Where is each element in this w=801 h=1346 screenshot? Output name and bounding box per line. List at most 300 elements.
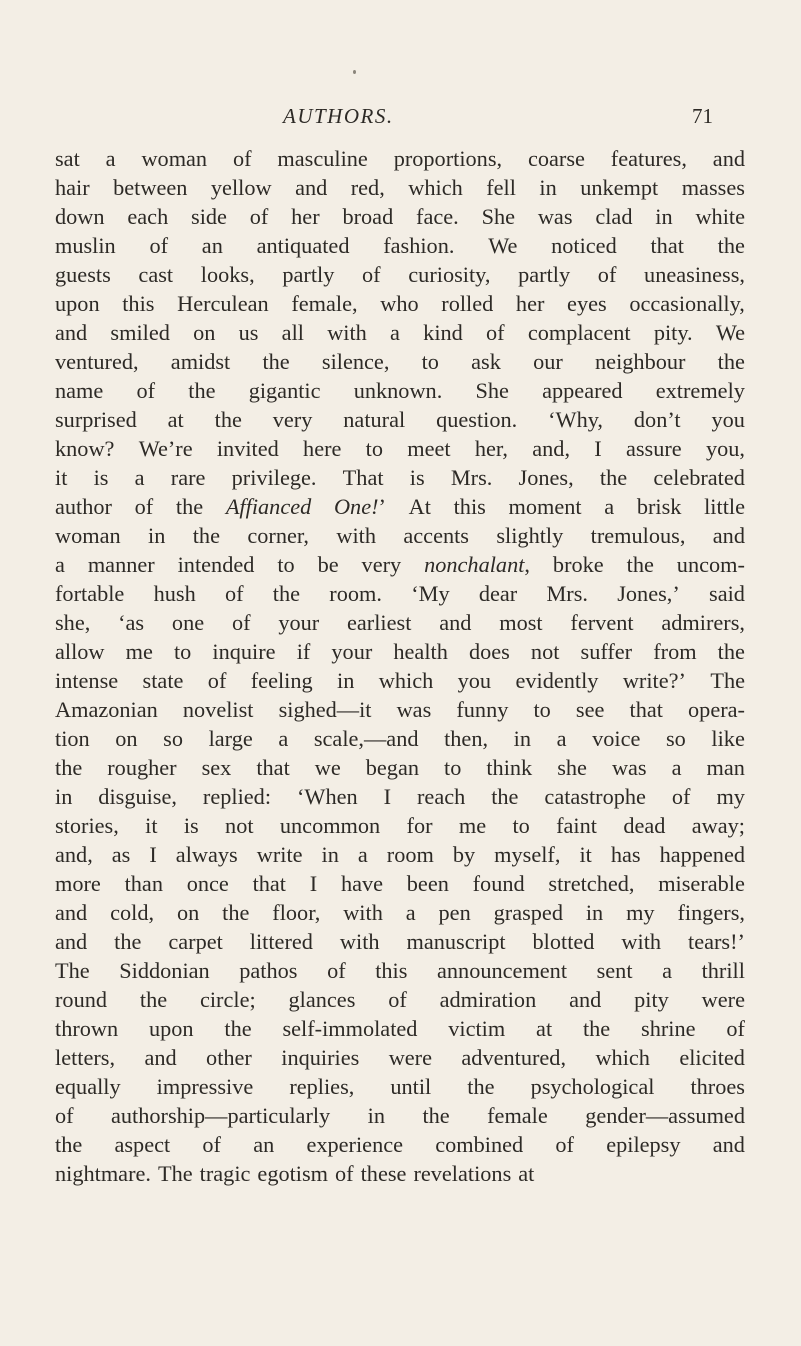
word: tragic: [199, 1161, 251, 1186]
word: that: [252, 871, 286, 896]
word: of: [232, 146, 252, 171]
word: The: [55, 958, 90, 983]
word: Mrs.: [450, 465, 493, 490]
word: not: [530, 639, 560, 664]
word: shrine: [641, 1016, 696, 1041]
word: face.: [416, 204, 459, 229]
word: blotted: [532, 929, 595, 954]
text-line: [55, 318, 745, 347]
word: very: [361, 552, 402, 577]
word: once: [186, 871, 229, 896]
word: female: [487, 1103, 548, 1128]
word: ‘Why,: [548, 407, 604, 432]
word: the: [55, 1132, 83, 1157]
word: fashion.: [383, 233, 455, 258]
word: in: [55, 784, 73, 809]
word: eyes: [567, 291, 607, 316]
word: of: [134, 494, 154, 519]
word: silence,: [321, 349, 390, 374]
word: were: [701, 987, 745, 1012]
word: each: [127, 204, 169, 229]
word: which: [378, 668, 434, 693]
word: announcement: [437, 958, 568, 983]
word: on: [176, 900, 200, 925]
word: that: [256, 755, 290, 780]
word: funny: [456, 697, 509, 722]
word: of: [149, 233, 169, 258]
text-line: [55, 898, 745, 927]
word: pathos: [239, 958, 298, 983]
word: a: [671, 755, 682, 780]
word: know?: [55, 436, 115, 461]
word: uncom-: [676, 552, 745, 577]
word: She: [475, 378, 509, 403]
word: said: [709, 581, 745, 606]
word: of: [231, 610, 251, 635]
word: with: [621, 929, 662, 954]
word: the: [262, 349, 290, 374]
text-line: [55, 608, 745, 637]
word: and: [55, 320, 88, 345]
word: her: [291, 204, 320, 229]
text-line: [55, 724, 745, 753]
word: scale,—and: [313, 726, 419, 751]
word: invited: [216, 436, 279, 461]
word: like: [711, 726, 745, 751]
word: is: [183, 813, 199, 838]
ink-speck: [353, 70, 356, 74]
word: uncommon: [279, 813, 381, 838]
word: That: [342, 465, 384, 490]
word: down: [55, 204, 105, 229]
word: cold,: [110, 900, 155, 925]
word: Affianced: [225, 494, 312, 519]
word: with: [327, 320, 367, 345]
word: and: [712, 523, 745, 548]
word: very: [272, 407, 313, 432]
word: does: [468, 639, 510, 664]
word: victim: [448, 1016, 506, 1041]
word: you: [711, 407, 745, 432]
word: in: [148, 523, 166, 548]
word: and,: [55, 842, 93, 867]
word: to: [173, 639, 192, 664]
word: at: [167, 407, 184, 432]
word: the: [717, 349, 745, 374]
word: me: [458, 813, 487, 838]
word: ‘as: [118, 610, 145, 635]
word: gigantic: [248, 378, 321, 403]
word: us: [238, 320, 259, 345]
text-line: [55, 753, 745, 782]
word: and: [569, 987, 602, 1012]
word: name: [55, 378, 104, 403]
word: The: [157, 1161, 193, 1186]
word: it: [145, 813, 158, 838]
word: unkempt: [580, 175, 659, 200]
word: all: [281, 320, 304, 345]
word: in: [367, 1103, 385, 1128]
word: equally: [55, 1074, 121, 1099]
word: than: [124, 871, 163, 896]
word: appeared: [542, 378, 623, 403]
word: faint: [556, 813, 597, 838]
word: thrill: [701, 958, 745, 983]
word: of: [388, 987, 407, 1012]
word: miserable: [658, 871, 745, 896]
word: were: [388, 1045, 433, 1070]
word: in: [585, 900, 604, 925]
word: the: [175, 494, 204, 519]
word: a: [604, 494, 615, 519]
word: I: [149, 842, 157, 867]
word: and,: [532, 436, 571, 461]
word: found: [472, 871, 525, 896]
word: One!’: [333, 494, 386, 519]
word: neighbour: [595, 349, 686, 374]
word: masculine: [277, 146, 368, 171]
word: the: [222, 900, 250, 925]
text-line: [55, 695, 745, 724]
word: sex: [201, 755, 232, 780]
word: suffer: [580, 639, 633, 664]
word: a: [662, 958, 673, 983]
word: broke: [552, 552, 604, 577]
word: is: [93, 465, 109, 490]
text-line: [55, 637, 745, 666]
word: is: [409, 465, 425, 490]
word: dear: [478, 581, 518, 606]
word: don’t: [633, 407, 681, 432]
word: man: [706, 755, 745, 780]
word: of: [362, 262, 381, 287]
text-line: [55, 985, 745, 1014]
word: At: [408, 494, 431, 519]
word: with: [339, 929, 380, 954]
word: not: [225, 813, 254, 838]
word: antiquated: [256, 233, 350, 258]
word: if: [296, 639, 311, 664]
word: at: [518, 1161, 535, 1186]
word: the: [114, 929, 142, 954]
word: of: [224, 581, 244, 606]
word: the: [467, 1074, 495, 1099]
word: our: [533, 349, 563, 374]
word: the: [491, 784, 519, 809]
word: cast: [138, 262, 174, 287]
word: was: [396, 697, 432, 722]
word: a: [390, 320, 400, 345]
word: this: [375, 958, 408, 983]
word: intended: [177, 552, 255, 577]
word: who: [380, 291, 419, 316]
word: to: [444, 755, 462, 780]
word: tion: [55, 726, 90, 751]
word: corner,: [247, 523, 309, 548]
text-line: [55, 1072, 745, 1101]
text-line: [55, 231, 745, 260]
text-line: [55, 202, 745, 231]
word: inquiries: [281, 1045, 360, 1070]
word: partly: [282, 262, 335, 287]
word: large: [208, 726, 253, 751]
word: my: [626, 900, 655, 925]
word: psychological: [530, 1074, 655, 1099]
body-text: [55, 144, 745, 1188]
word: the: [188, 378, 216, 403]
word: glances: [288, 987, 356, 1012]
word: female,: [291, 291, 358, 316]
word: earliest: [347, 610, 412, 635]
text-line: [55, 434, 745, 463]
word: in: [337, 668, 355, 693]
word: She: [481, 204, 516, 229]
word: side: [191, 204, 227, 229]
word: circle;: [199, 987, 256, 1012]
word: fortable: [55, 581, 125, 606]
word: assure: [625, 436, 682, 461]
word: woman: [141, 146, 208, 171]
text-line: [55, 1130, 745, 1159]
word: the: [192, 523, 220, 548]
word: the: [272, 581, 301, 606]
word: stretched,: [548, 871, 635, 896]
word: occasionally,: [629, 291, 745, 316]
word: floor,: [272, 900, 321, 925]
word: have: [340, 871, 384, 896]
word: We: [715, 320, 745, 345]
word: rare: [170, 465, 206, 490]
word: she: [557, 755, 587, 780]
word: replies,: [289, 1074, 355, 1099]
word: a: [278, 726, 289, 751]
word: revelations: [413, 1161, 512, 1186]
word: celebrated: [653, 465, 745, 490]
word: evidently: [515, 668, 599, 693]
word: an: [253, 1132, 275, 1157]
word: replied:: [202, 784, 272, 809]
word: in: [321, 842, 339, 867]
word: with: [343, 900, 383, 925]
word: a: [134, 465, 145, 490]
word: on: [115, 726, 138, 751]
word: the: [422, 1103, 450, 1128]
word: so: [163, 726, 183, 751]
word: more: [55, 871, 101, 896]
word: so: [665, 726, 686, 751]
word: to: [277, 552, 295, 577]
word: noticed: [551, 233, 617, 258]
word: to: [421, 349, 439, 374]
word: you,: [705, 436, 745, 461]
word: of: [671, 784, 691, 809]
word: Mrs.: [546, 581, 588, 606]
word: one: [171, 610, 205, 635]
word: it: [579, 842, 592, 867]
word: features,: [610, 146, 687, 171]
word: letters,: [55, 1045, 116, 1070]
word: hush: [153, 581, 196, 606]
word: the: [626, 552, 654, 577]
word: extremely: [655, 378, 745, 403]
word: masses: [681, 175, 745, 200]
word: gender—assumed: [585, 1103, 745, 1128]
word: We: [488, 233, 518, 258]
word: partly: [518, 262, 571, 287]
word: and: [144, 1045, 177, 1070]
word: room.: [329, 581, 382, 606]
word: rougher: [107, 755, 177, 780]
word: of: [555, 1132, 574, 1157]
word: think: [486, 755, 533, 780]
word: admiration: [439, 987, 537, 1012]
word: of: [202, 1132, 221, 1157]
word: amidst: [170, 349, 231, 374]
word: grasped: [493, 900, 563, 925]
word: ventured,: [55, 349, 139, 374]
word: egotism: [257, 1161, 329, 1186]
word: your: [331, 639, 373, 664]
word: adventured,: [461, 1045, 567, 1070]
text-line: [55, 1159, 745, 1188]
word: catastrophe: [544, 784, 646, 809]
word: this: [122, 291, 155, 316]
word: clad: [595, 204, 633, 229]
text-line: [55, 550, 745, 579]
word: has: [610, 842, 641, 867]
word: and: [55, 929, 88, 954]
text-line: [55, 927, 745, 956]
word: you: [457, 668, 492, 693]
word: tremulous,: [590, 523, 686, 548]
word: sighed—it: [278, 697, 372, 722]
word: we: [314, 755, 341, 780]
word: I: [594, 436, 602, 461]
word: accents: [403, 523, 469, 548]
word: proportions,: [393, 146, 503, 171]
page-header: [0, 104, 801, 134]
word: Amazonian: [55, 697, 158, 722]
word: We’re: [138, 436, 193, 461]
word: my: [716, 784, 745, 809]
word: write?’: [622, 668, 686, 693]
word: ‘My: [411, 581, 450, 606]
word: the: [717, 233, 745, 258]
word: nightmare.: [55, 1161, 151, 1186]
text-line: [55, 666, 745, 695]
word: in: [655, 204, 673, 229]
word: reach: [417, 784, 466, 809]
word: upon: [148, 1016, 194, 1041]
word: her: [515, 291, 545, 316]
word: to: [365, 436, 384, 461]
text-line: [55, 405, 745, 434]
word: as: [111, 842, 131, 867]
text-line: [55, 811, 745, 840]
word: manner: [87, 552, 155, 577]
word: it: [55, 465, 68, 490]
word: thrown: [55, 1016, 119, 1041]
word: opera-: [688, 697, 745, 722]
page-number: 71: [692, 104, 713, 128]
word: little: [704, 494, 745, 519]
text-line: [55, 956, 745, 985]
word: an: [201, 233, 223, 258]
text-line: [55, 1101, 745, 1130]
word: of: [486, 320, 505, 345]
text-line: [55, 260, 745, 289]
word: most: [499, 610, 543, 635]
word: rolled: [441, 291, 494, 316]
word: red,: [350, 175, 385, 200]
word: author: [55, 494, 112, 519]
text-line: [55, 289, 745, 318]
word: away;: [691, 813, 745, 838]
word: muslin: [55, 233, 116, 258]
word: this: [453, 494, 486, 519]
word: here: [303, 436, 342, 461]
word: guests: [55, 262, 111, 287]
word: the: [224, 1016, 252, 1041]
word: of: [327, 958, 346, 983]
word: in: [513, 726, 531, 751]
word: ask: [471, 349, 501, 374]
word: disguise,: [98, 784, 177, 809]
word: of: [249, 204, 269, 229]
word: experience: [306, 1132, 404, 1157]
word: which: [408, 175, 463, 200]
text-line: [55, 782, 745, 811]
text-line: [55, 144, 745, 173]
word: complacent: [527, 320, 631, 345]
word: impressive: [156, 1074, 254, 1099]
word: with: [336, 523, 376, 548]
word: intense: [55, 668, 119, 693]
word: curiosity,: [408, 262, 491, 287]
word: question.: [436, 407, 518, 432]
word: throes: [690, 1074, 745, 1099]
word: room: [386, 842, 434, 867]
word: your: [278, 610, 320, 635]
word: pity: [634, 987, 669, 1012]
word: brisk: [636, 494, 682, 519]
word: coarse: [527, 146, 585, 171]
word: upon: [55, 291, 100, 316]
word: fell: [486, 175, 516, 200]
word: admirers,: [661, 610, 745, 635]
word: fingers,: [677, 900, 745, 925]
word: dead: [623, 813, 666, 838]
word: a: [357, 842, 368, 867]
word: authorship—particularly: [111, 1103, 331, 1128]
word: these: [360, 1161, 407, 1186]
word: broad: [342, 204, 394, 229]
word: began: [365, 755, 420, 780]
text-line: [55, 347, 745, 376]
word: of: [136, 378, 156, 403]
word: she,: [55, 610, 91, 635]
word: to: [512, 813, 530, 838]
word: moment: [508, 494, 582, 519]
word: a: [405, 900, 416, 925]
word: fervent: [570, 610, 634, 635]
word: other: [206, 1045, 252, 1070]
word: was: [537, 204, 573, 229]
running-head: AUTHORS.: [283, 104, 394, 128]
word: the: [139, 987, 168, 1012]
word: epilepsy: [606, 1132, 681, 1157]
word: the: [582, 1016, 611, 1041]
